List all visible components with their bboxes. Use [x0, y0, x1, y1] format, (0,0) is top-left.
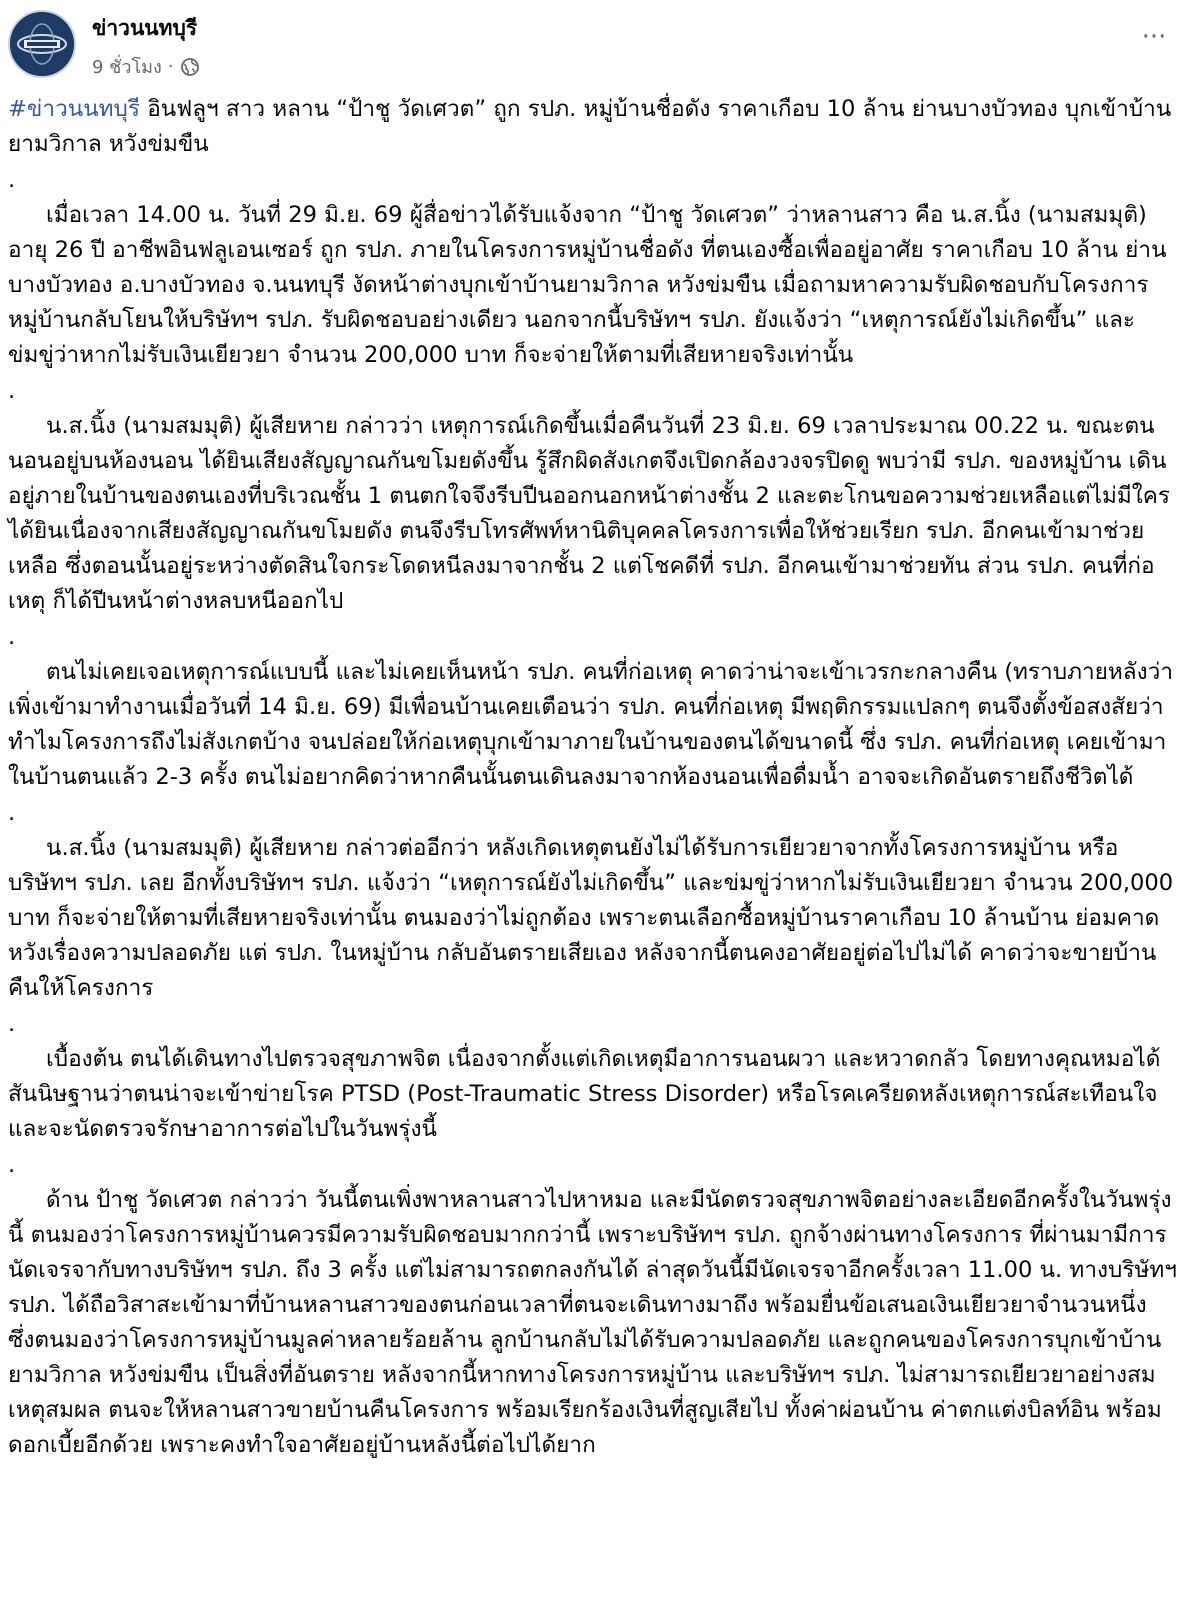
globe-icon [180, 57, 200, 77]
page-name[interactable]: ข่าวนนทบุรี [92, 16, 198, 40]
post-headline [8, 92, 1178, 162]
more-options-button[interactable]: ··· [1141, 22, 1167, 52]
paragraph-4: น.ส.นิ้ง (นามสมมุติ) ผู้เสียหาย กล่าวต่ออีกว่า หลังเกิดเหตุตนยังไม่ได้รับการเยียวยาจากทั้งโครงการหมู่บ้าน หรือบริษัทฯ รปภ. เลย อีกทั้งบริษัทฯ รปภ. แจ้งว่า “เหตุการณ์ยังไม่เกิดขึ้น” และข่มขู่ว่าหากไม่รับเงินเยียวยา จำนวน 200,000 บาท ก็จะจ่ายให้ตามที่เสียหายจริงเท่านั้น ตนมองว่าไม่ถูกต้อง เพราะตนเลือกซื้อหมู่บ้านราคาเกือบ 10 ล้านบ้าน ย่อมคาดหวังเรื่องความปลอดภัย แต่ รปภ. ในหมู่บ้าน กลับอันตรายเสียเอง หลังจากนี้ตนคงอาศัยอยู่ต่อไปไม่ได้ คาดว่าจะขายบ้านคืนให้โครงการ [8, 835, 1174, 1001]
paragraph-2: น.ส.นิ้ง (นามสมมุติ) ผู้เสียหาย กล่าวว่า เหตุการณ์เกิดขึ้นเมื่อคืนวันที่ 23 มิ.ย. 69 เวลาประมาณ 00.22 น. ขณะตนนอนอยู่บนห้องนอน ได้ยินเสียงสัญญาณกันขโมยดังขึ้น รู้สึกผิดสังเกตจึงเปิดกล้องวงจรปิดดู พบว่ามี รปภ. ของหมู่บ้าน เดินอยู่ภายในบ้านของตนเองที่บริเวณชั้น 1 ตนตกใจจึงรีบปีนออกนอกหน้าต่างชั้น 2 และตะโกนขอความช่วยเหลือแต่ไม่มีใครได้ยินเนื่องจากเสียงสัญญาณกันขโมยดัง ตนจึงรีบโทรศัพท์หานิติบุคคลโครงการเพื่อให้ช่วยเรียก รปภ. อีกคนเข้ามาช่วยเหลือ ซึ่งตอนนั้นอยู่ระหว่างตัดสินใจกระโดดหนีลงมาจากชั้น 2 แต่โชคดีที่ รปภ. อีกคนเข้ามาช่วยทัน ส่วน รปภ. คนที่ก่อเหตุ ก็ได้ปีนหน้าต่างหลบหนีออกไป [8, 413, 1171, 614]
post-body [8, 92, 1178, 1463]
separator: . [8, 624, 16, 650]
hashtag-link[interactable]: #ข่าวนนทบุรี [8, 96, 141, 122]
paragraph-6: ด้าน ป้าชู วัดเศวต กล่าวว่า วันนี้ตนเพิ่งพาหลานสาวไปหาหมอ และมีนัดตรวจสุขภาพจิตอย่างละเอียดอีกครั้งในวันพรุ่งนี้ ตนมองว่าโครงการหมู่บ้านควรมีความรับผิดชอบมากกว่านี้ เพราะบริษัทฯ รปภ. ถูกจ้างผ่านทางโครงการ ที่ผ่านมามีการนัดเจรจากับทางบริษัทฯ รปภ. ถึง 3 ครั้ง แต่ไม่สามารถตกลงกันได้ ล่าสุดวันนี้มีนัดเจรจาอีกครั้งเวลา 11.00 น. ทางบริษัทฯ รปภ. ได้ถือวิสาสะเข้ามาที่บ้านหลานสาวของตนก่อนเวลาที่ตนจะเดินทางมาถึง พร้อมยื่นข้อเสนอเงินเยียวยาจำนวนหนึ่ง ซึ่งตนมองว่าโครงการหมู่บ้านมูลค่าหลายร้อยล้าน ลูกบ้านกลับไม่ได้รับความปลอดภัย และถูกคนของโครงการบุกเข้าบ้านยามวิกาล หวังข่มขืน เป็นสิ่งที่อันตราย หลังจากนี้หากทางโครงการหมู่บ้าน และบริษัทฯ รปภ. ไม่สามารถเยียวยาอย่างสมเหตุสมผล ตนจะให้หลานสาวขายบ้านคืนโครงการ พร้อมเรียกร้องเงินที่สูญเสียไป ทั้งค่าผ่อนบ้าน ค่าตกแต่งบิลท์อิน พร้อมดอกเบี้ยอีกด้วย เพราะคงทำใจอาศัยอยู่บ้านหลังนี้ต่อไปได้ยาก [8, 1187, 1177, 1458]
separator: . [8, 1152, 16, 1178]
paragraph-3: ตนไม่เคยเจอเหตุการณ์แบบนี้ และไม่เคยเห็นหน้า รปภ. คนที่ก่อเหตุ คาดว่าน่าจะเข้าเวรกะกลางคืน (ทราบภายหลังว่าเพิ่งเข้ามาทำงานเมื่อวันที่ 14 มิ.ย. 69) มีเพื่อนบ้านเคยเตือนว่า รปภ. คนที่ก่อเหตุ มีพฤติกรรมแปลกๆ ตนจึงตั้งข้อสงสัยว่าทำไมโครงการถึงไม่สังเกตบ้าง จนปล่อยให้ก่อเหตุบุกเข้ามาภายในบ้านของตนได้ขนาดนี้ ซึ่ง รปภ. คนที่ก่อเหตุ เคยเข้ามาในบ้านตนแล้ว 2-3 ครั้ง ตนไม่อยากคิดว่าหากคืนนั้นตนเดินลงมาจากห้องนอนเพื่อดื่มน้ำ อาจจะเกิดอันตรายถึงชีวิตได้ [8, 659, 1174, 790]
post-meta [92, 52, 200, 81]
separator: . [8, 1011, 16, 1037]
separator: . [8, 800, 16, 826]
separator: . [8, 167, 16, 193]
paragraph-1: เมื่อเวลา 14.00 น. วันที่ 29 มิ.ย. 69 ผู้สื่อข่าวได้รับแจ้งจาก “ป้าชู วัดเศวต” ว่าหลานสาว คือ น.ส.นิ้ง (นามสมมุติ) อายุ 26 ปี อาชีพอินฟลูเอนเซอร์ ถูก รปภ. ภายในโครงการหมู่บ้านชื่อดัง ที่ตนเองซื้อเพื่ออยู่อาศัย ราคาเกือบ 10 ล้าน ย่านบางบัวทอง อ.บางบัวทอง จ.นนทบุรี งัดหน้าต่างบุกเข้าบ้านยามวิกาล หวังข่มขืน เมื่อถามหาความรับผิดชอบกับโครงการหมู่บ้านกลับโยนให้บริษัทฯ รปภ. รับผิดชอบอย่างเดียว นอกจากนี้บริษัทฯ รปภ. ยังแจ้งว่า “เหตุการณ์ยังไม่เกิดขึ้น” และข่มขู่ว่าหากไม่รับเงินเยียวยา จำนวน 200,000 บาท ก็จะจ่ายให้ตามที่เสียหายจริงเท่านั้น [8, 202, 1167, 368]
page-avatar[interactable] [8, 10, 76, 78]
separator: . [8, 378, 16, 404]
news-logo-icon [10, 12, 74, 76]
headline-text: อินฟลูฯ สาว หลาน “ป้าชู วัดเศวต” ถูก รปภ. หมู่บ้านชื่อดัง ราคาเกือบ 10 ล้าน ย่านบางบัวทอง บุกเข้าบ้านยามวิกาล หวังข่มขืน [8, 96, 1172, 157]
meta-dot: · [167, 56, 174, 77]
post-time[interactable]: 9 ชั่วโมง [92, 57, 162, 78]
post-header [0, 0, 1200, 90]
paragraph-5: เบื้องต้น ตนได้เดินทางไปตรวจสุขภาพจิต เนื่องจากตั้งแต่เกิดเหตุมีอาการนอนผวา และหวาดกลัว โดยทางคุณหมอได้สันนิษฐานว่าตนน่าจะเข้าข่ายโรค PTSD (Post-Traumatic Stress Disorder) หรือโรคเครียดหลังเหตุการณ์สะเทือนใจ และจะนัดตรวจรักษาอาการต่อไปในวันพรุ่งนี้ [8, 1046, 1161, 1142]
